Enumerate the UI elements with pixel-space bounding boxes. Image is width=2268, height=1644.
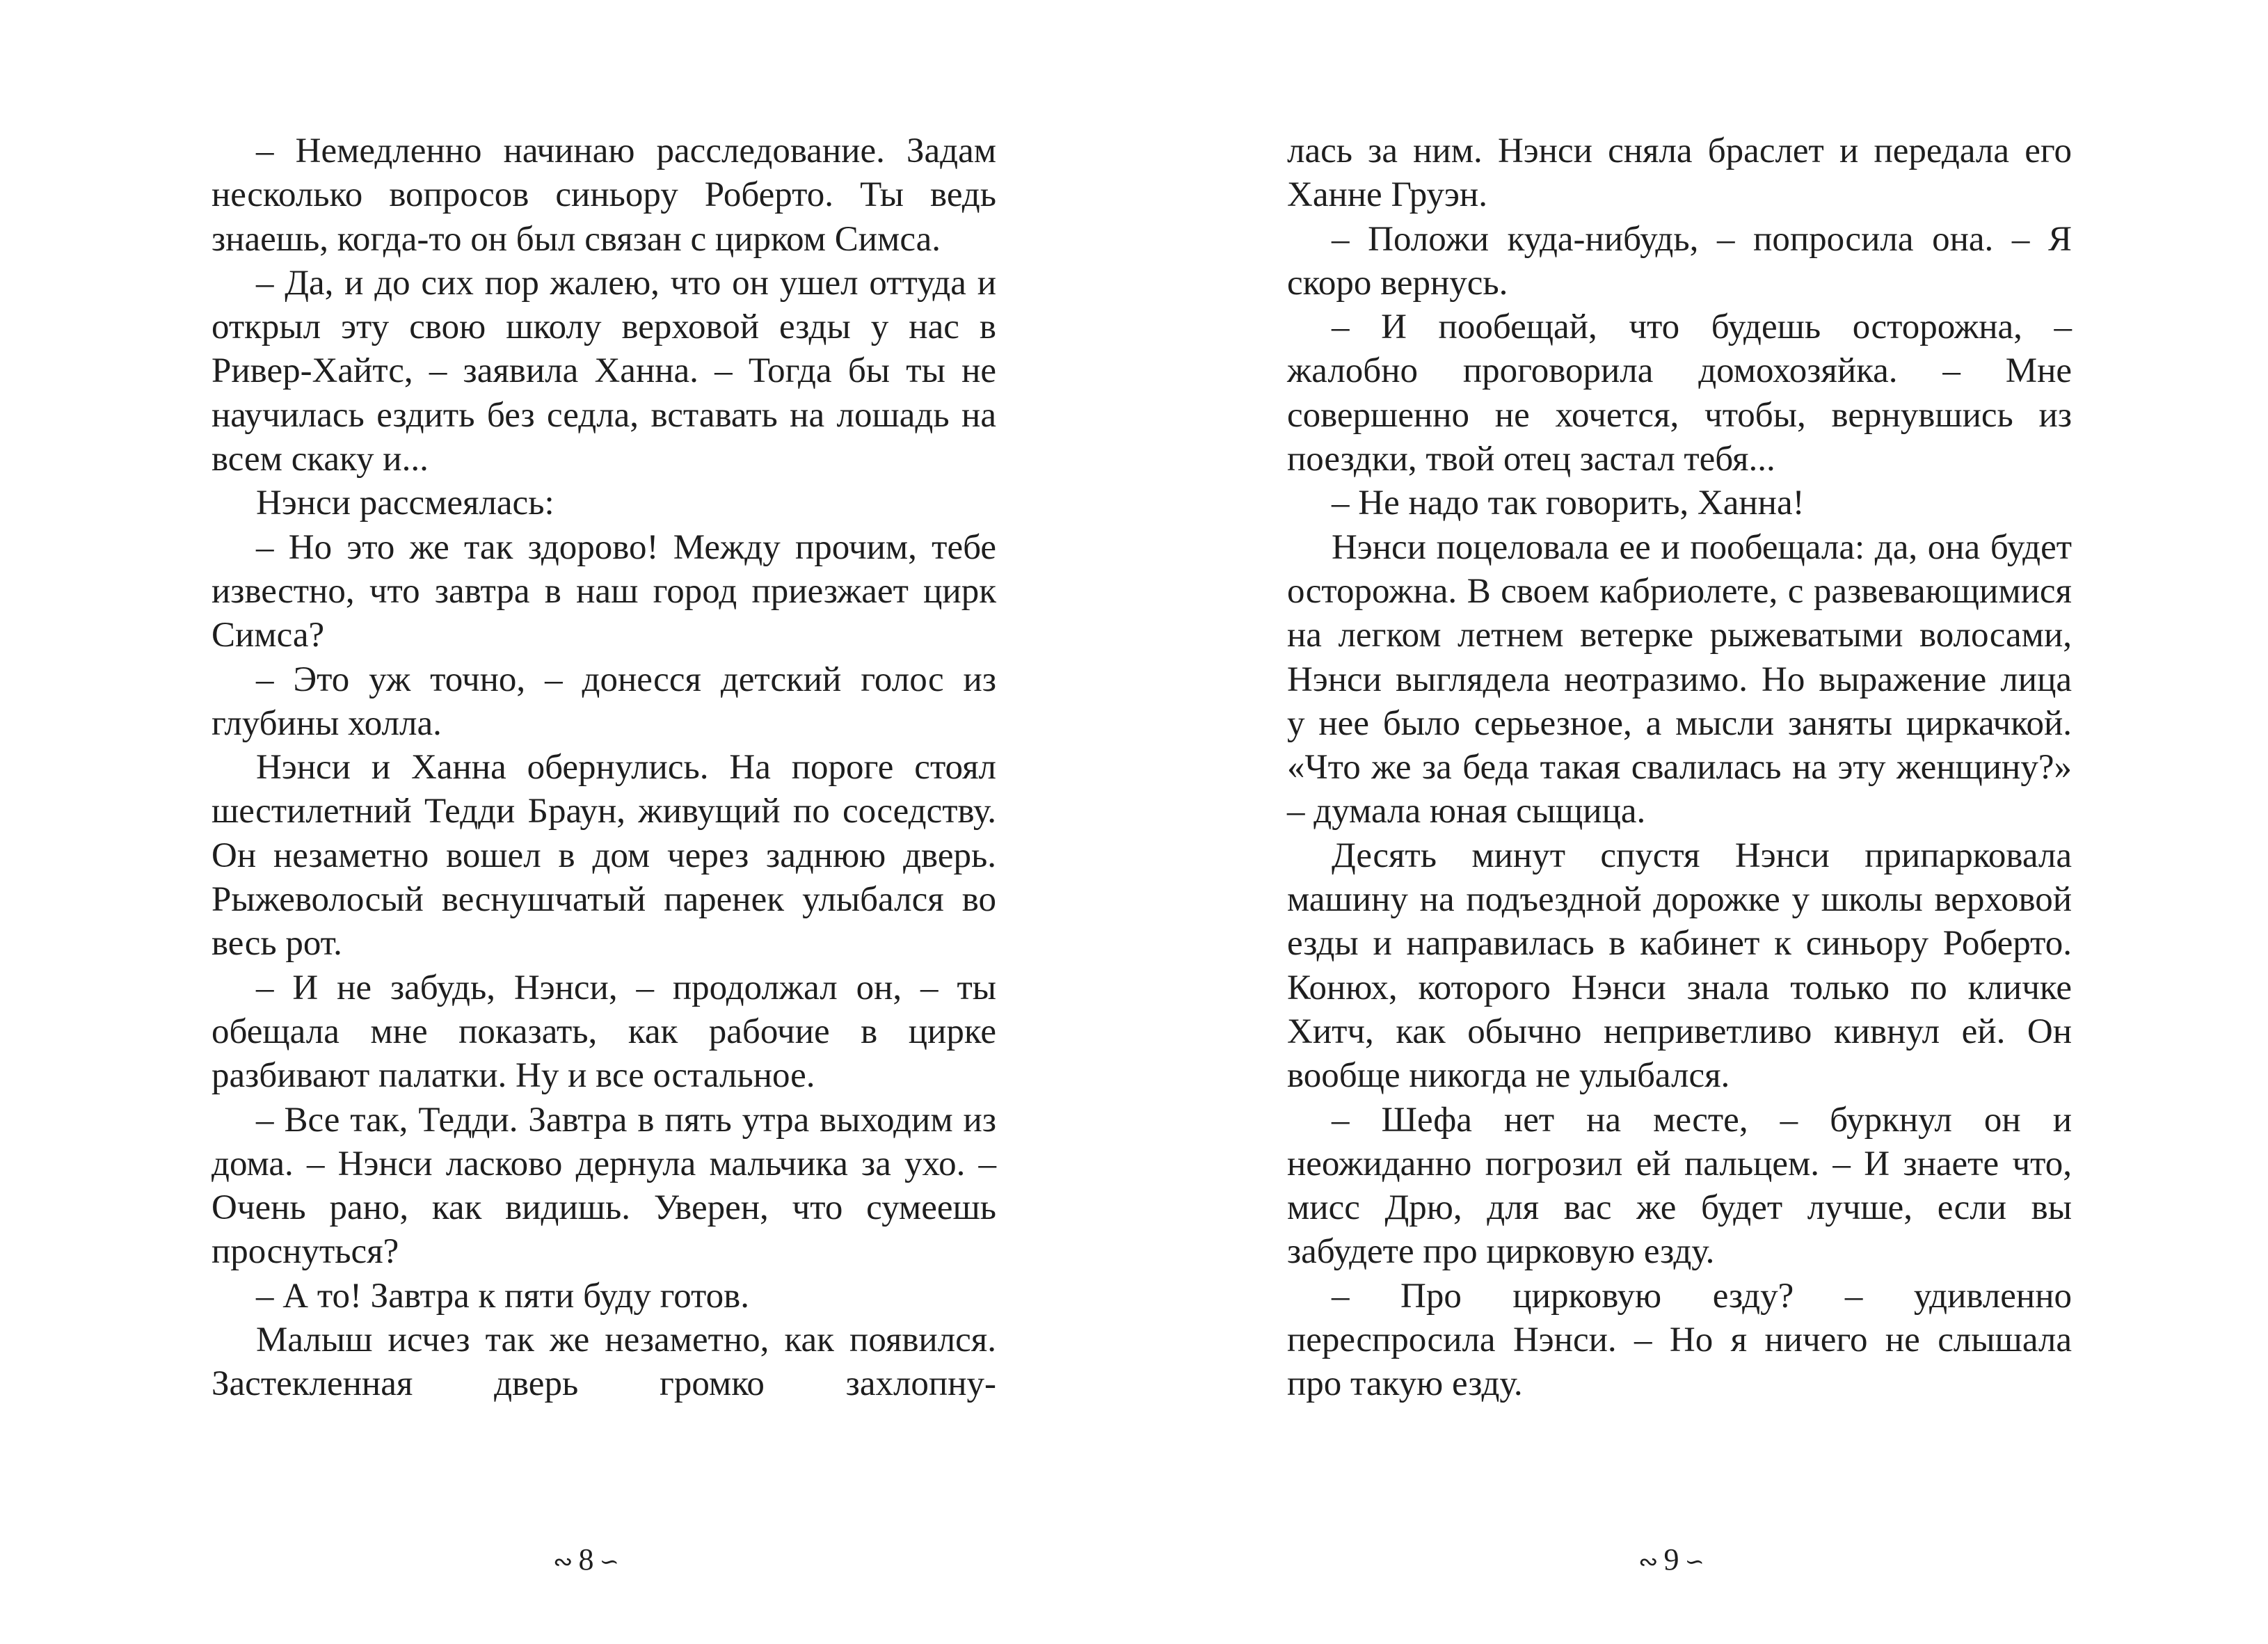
paragraph: – Положи куда-нибудь, – попросила она. – Я скоро вернусь. [1287, 219, 2072, 303]
paragraph: – И пообещай, что будешь осторожна, – жалобно проговорила домохозяйка. – Мне совершенно не хочется, чтобы, вернувшись из поездки, твой отец застал тебя... [1287, 308, 2072, 479]
right-page-text [1287, 129, 2072, 1407]
paragraph: – Это уж точно, – донесся детский голос из глубины холла. [211, 660, 996, 743]
left-page-text [211, 129, 996, 1407]
paragraph: Нэнси рассмеялась: [256, 484, 554, 523]
paragraph: – Все так, Тедди. Завтра в пять утра выходим из дома. – Нэнси ласково дернула мальчика за ухо. – Очень рано, как видишь. Уверен, что сумеешь проснуться? [211, 1100, 996, 1272]
ornament-left: ∾ [1638, 1549, 1659, 1575]
right-page [1134, 0, 2268, 1644]
page-number-value: 8 [578, 1542, 594, 1577]
paragraph: Десять минут спустя Нэнси припарковала машину на подъездной дорожке у школы верховой езды и направилась в кабинет к синьору Роберто. Конюх, которого Нэнси знала только по кличке Хитч, как обычно неприветливо кивнул ей. Он вообще никогда не улыбался. [1287, 836, 2072, 1096]
paragraph: Малыш исчез так же незаметно, как появился. Застекленная дверь громко захлопну- [211, 1320, 996, 1404]
paragraph: – Не надо так говорить, Ханна! [1332, 484, 1805, 523]
page-number [553, 1542, 619, 1577]
paragraph: Нэнси поцеловала ее и пообещала: да, она будет осторожна. В своем кабриолете, с развевающимися на легком летнем ветерке рыжеватыми волосами, Нэнси выглядела неотразимо. Но выражение лица у нее было серьезное, а мысли заняты циркачкой. «Что же за беда такая свалилась на эту женщину?» – думала юная сыщица. [1287, 527, 2072, 831]
paragraph: – Про цирковую езду? – удивленно переспросила Нэнси. – Но я ничего не слышала про такую езду. [1287, 1276, 2072, 1404]
paragraph: – Немедленно начинаю расследование. Задам несколько вопросов синьору Роберто. Ты ведь знаешь, когда-то он был связан с цирком Симса. [211, 131, 996, 259]
paragraph: лась за ним. Нэнси сняла браслет и передала его Ханне Груэн. [1287, 131, 2072, 215]
paragraph: – Да, и до сих пор жалею, что он ушел оттуда и открыл эту свою школу верховой езды у нас в Ривер-Хайтс, – заявила Ханна. – Тогда бы ты не научилась ездить без седла, вставать на лошадь на всем скаку и... [211, 263, 996, 479]
ornament-right: ∽ [599, 1549, 619, 1575]
ornament-left: ∾ [553, 1549, 573, 1575]
paragraph: – И не забудь, Нэнси, – продолжал он, – ты обещала мне показать, как рабочие в цирке разбивают палатки. Ну и все остальное. [211, 968, 996, 1096]
page-number-value: 9 [1663, 1542, 1679, 1577]
paragraph: – Шефа нет на месте, – буркнул он и неожиданно погрозил ей пальцем. – И знаете что, мисс Дрю, для вас же будет лучше, если вы забудете про цирковую езду. [1287, 1100, 2072, 1272]
ornament-right: ∽ [1684, 1549, 1704, 1575]
paragraph: – А то! Завтра к пяти буду готов. [256, 1276, 749, 1316]
page-number [1638, 1542, 1704, 1577]
paragraph: Нэнси и Ханна обернулись. На пороге стоял шестилетний Тедди Браун, живущий по соседству. Он незаметно вошел в дом через заднюю дверь. Рыжеволосый веснушчатый паренек улыбался во весь рот. [211, 748, 996, 964]
paragraph: – Но это же так здорово! Между прочим, тебе известно, что завтра в наш город приезжает цирк Симса? [211, 527, 996, 655]
